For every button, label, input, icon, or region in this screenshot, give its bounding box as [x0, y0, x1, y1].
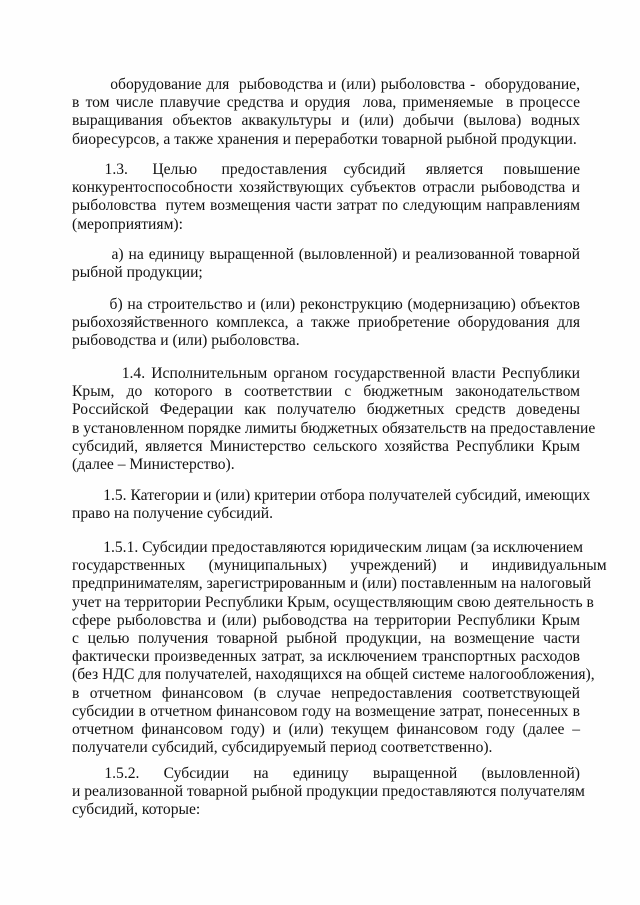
text-line: фактически произведенных затрат, за исключением транспортных расходов: [72, 648, 580, 666]
text-line: (мероприятиям):: [72, 215, 183, 233]
text-line: право на получение субсидий.: [72, 505, 273, 523]
text-line: оборудование для рыбоводства и (или) рыболовства - оборудование,: [72, 76, 580, 93]
text-line: в том числе плавучие средства и орудия лова, применяемые в процессе: [72, 94, 580, 112]
text-line: в установленном порядке лимиты бюджетных обязательств на предоставление: [72, 419, 596, 437]
text-line: с целью получения товарной рыбной продукции, на возмещение части: [72, 629, 580, 647]
paragraph-1-5-2: [72, 765, 585, 820]
paragraph-equipment-definition: [72, 76, 580, 149]
text-line: предпринимателям, зарегистрированным и (или) поставленным на налоговый: [72, 575, 592, 593]
text-line: (без НДС для получателей, находящихся на общей системе налогообложения),: [72, 666, 595, 684]
text-line: 1.5.2. Субсидии на единицу выращенной (выловленной): [72, 765, 580, 782]
text-line: Российской Федерации как получателю бюджетных средств доведены: [72, 401, 580, 419]
text-line: рыбохозяйственного комплекса, а также приобретение оборудования для: [72, 314, 580, 332]
text-line: б) на строительство и (или) реконструкцию (модернизацию) объектов: [72, 296, 580, 313]
paragraph-1-5: [72, 487, 591, 523]
text-line: и реализованной товарной рыбной продукции предоставляются получателям: [72, 783, 585, 801]
text-line: учет на территории Республики Крым, осуществляющим свою деятельность в: [72, 593, 594, 611]
text-line: рыбоводства и (или) рыболовства.: [72, 332, 300, 350]
text-line: конкурентоспособности хозяйствующих субъектов отрасли рыбоводства и: [72, 179, 580, 197]
text-line: биоресурсов, а также хранения и переработки товарной рыбной продукции.: [72, 130, 577, 148]
text-line: (далее – Министерство).: [72, 455, 235, 473]
text-line: отчетном финансовом году) и (или) текущем финансовом году (далее –: [72, 720, 580, 738]
text-line: 1.5.1. Субсидии предоставляются юридическим лицам (за исключением: [72, 539, 583, 556]
text-line: субсидии в отчетном финансовом году на возмещение затрат, понесенных в: [72, 702, 580, 720]
text-line: Крым, до которого в соответствии с бюджетным законодательством: [72, 383, 580, 401]
paragraph-item-a: [72, 246, 580, 282]
text-line: государственных (муниципальных) учреждений) и индивидуальным: [72, 557, 607, 575]
text-line: 1.5. Категории и (или) критерии отбора получателей субсидий, имеющих: [72, 487, 591, 504]
text-line: рыболовства путем возмещения части затрат по следующим направлениям: [72, 197, 580, 215]
paragraph-1-5-1: [72, 539, 607, 757]
paragraph-1-4: [72, 365, 596, 474]
text-line: 1.3. Целью предоставления субсидий является повышение: [72, 161, 580, 178]
text-line: субсидий, является Министерство сельского хозяйства Республики Крым: [72, 437, 580, 455]
text-line: в отчетном финансовом (в случае непредоставления соответствующей: [72, 684, 580, 702]
paragraph-item-b: [72, 296, 580, 351]
text-line: выращивания объектов аквакультуры и (или) добычи (вылова) водных: [72, 112, 580, 130]
text-line: сфере рыболовства и (или) рыбоводства на территории Республики Крым: [72, 611, 580, 629]
paragraph-1-3: [72, 161, 580, 234]
text-line: получатели субсидий, субсидируемый период соответственно).: [72, 739, 493, 757]
text-line: 1.4. Исполнительным органом государственной власти Республики: [72, 365, 580, 382]
text-line: рыбной продукции;: [72, 264, 203, 282]
text-line: а) на единицу выращенной (выловленной) и реализованной товарной: [72, 246, 580, 263]
text-line: субсидий, которые:: [72, 801, 201, 819]
